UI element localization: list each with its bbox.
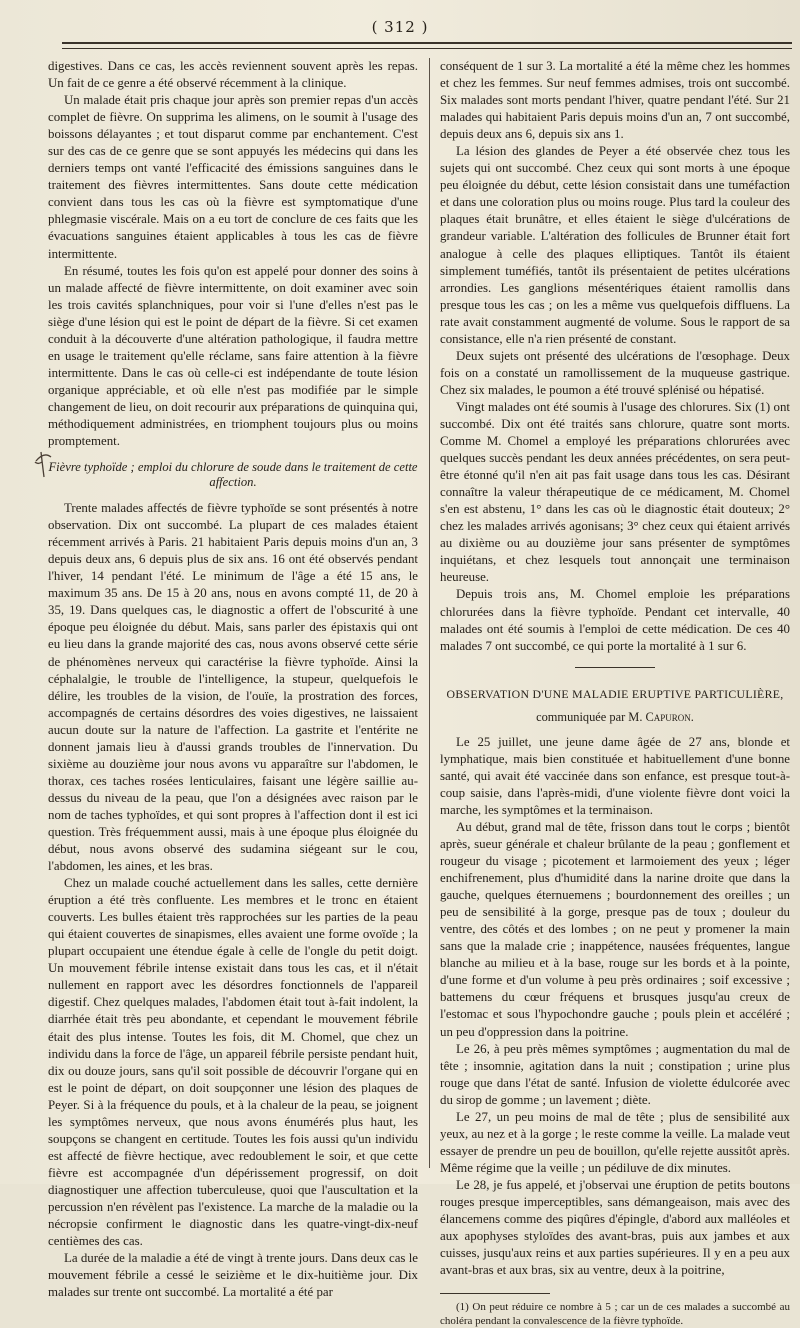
paragraph: conséquent de 1 sur 3. La mortalité a été la même chez les hommes et chez les femmes. Sur neuf femmes admises, trois ont succombé. Six malades sont morts pendant l'hiver, quatre pendant l'été. Sur 21 malades qui habitaient Paris depuis moins d'un an, 7 ont succombé, depuis deux ans 6, depuis six ans 1.: [440, 59, 790, 142]
header-rule: [62, 42, 792, 49]
paragraph: Le 26, à peu près mêmes symptômes ; augmentation du mal de tête ; insomnie, agitation dans la nuit ; constipation ; urine plus rouge que dans l'état de santé. Infusion de violette édulcorée avec du sirop de gomme ; un lavement ; diète.: [440, 1041, 790, 1107]
observation-subtitle-prefix: communiquée par M.: [536, 709, 643, 724]
paragraph: Trente malades affectés de fièvre typhoïde se sont présentés à notre observation. Dix ont succombé. La plupart de ces malades étaient récemment arrivés à Paris. 21 habitaient Paris depuis moins d'un an, 3 depuis deux ans, 6 depuis plus de six ans. 16 ont été observés pendant l'hiver, 14 pendant l'été. Le minimum de l'âge a été 15 ans, le maximum 35 ans. De 15 à 20 ans, nous en avons compté 11, de 20 à 35, 19. Dans quelques cas, le diagnostic a offert de l'obscurité à une époque peu éloignée du début. Mais, sans parler des épistaxis qui ont eu lieu dans la grande majorité des cas, nous avons observé cette série de phénomènes nerveux qui caractérise la fièvre typhoïde. Ainsi la céphalalgie, le trouble de l'intelligence, la stupeur, quelquefois le délire, les troubles de la vision, de l'ouïe, la prostration des forces, accompagnés de certains désordres des voies digestives, ne laissaient aucun doute sur la nature de l'affection. La gastrite et l'entérite ne donnent jamais lieu à d'aussi grands troubles de l'innervation. Du sixième au douzième jour nous avons vu apparaître sur l'abdomen, le thorax, ces taches rosées lenticulaires, faisant une légère saillie au-dessus du niveau de la peau, que l'on a désignées avec raison par le nom de taches typhoïdes, et qui sont propres à l'affection dont il est ici question. Très fréquemment aussi, mais à une époque plus éloignée du début, nous avons observé des sudamina siégeant sur le cou, l'abdomen, les aines, et les bras.: [48, 501, 418, 874]
page-number: ( 312 ): [371, 18, 429, 36]
section-title: Fièvre typhoïde ; emploi du chlorure de soude dans le traitement de cette affection.: [48, 460, 418, 490]
right-column: [440, 58, 790, 1328]
observation-subtitle: [440, 709, 790, 726]
column-divider: [429, 58, 430, 1168]
paragraph: Chez un malade couché actuellement dans les salles, cette dernière éruption a été très confluente. Les membres et le tronc en étaient couverts. Les bulles étaient très rapprochées sur les parties de la peau qui étaient couvertes de sinapismes, elles avaient une forme ovoïde ; la plupart occupaient une étendue égale à celle de l'ongle du petit doigt. Un mouvement fébrile intense existait dans tous les cas, et il n'était nullement en rapport avec les désordres fonctionnels de l'appareil digestif. Chez quelques malades, l'abdomen était tout à-fait indolent, la diarrhée était très peu abondante, et cependant le mouvement fébrile était des plus intense. Toutes les fois, dit M. Chomel, que chez un individu dans la force de l'âge, un appareil fébrile persiste pendant huit, dix ou douze jours, sans qu'il soit possible de découvrir l'organe qui en est le point de départ, on doit soupçonner une lésion des plaques de Peyer. Si à la fréquence du pouls, et à la chaleur de la peau, se joignent les symptômes nerveux, que nous avons énumérés plus haut, les soupçons se changent en certitude. Toutes les fois aussi qu'un individu est affecté de fièvre hectique, avec redoublement le soir, et que cette fièvre est accompagnée d'un dépérissement progressif, on doit diagnostiquer une affection tuberculeuse, quoi que l'auscultation et la percussion n'en révèlent pas l'existence. La marche de la maladie ou la nécropsie confirment le diagnostic dans les quatre-vingt-dix-neuf centièmes des cas.: [48, 876, 418, 1249]
author-name: Capuron.: [645, 709, 694, 724]
footnote: (1) On peut réduire ce nombre à 5 ; car un de ces malades a succombé au choléra pendant la convalescence de la fièvre typhoïde.: [440, 1301, 790, 1328]
paragraph: Deux sujets ont présenté des ulcérations de l'œsophage. Deux fois on a constaté un ramollissement de la muqueuse gastrique. Chez six malades, le poumon a été trouvé splénisé ou hépatisé.: [440, 348, 790, 397]
section-rule: [575, 667, 655, 668]
paragraph: Un malade était pris chaque jour après son premier repas d'un accès complet de fièvre. On supprima les alimens, on le soumit à l'usage des boissons délayantes ; et tout disparut comme par enchantement. C'est sur des cas de ce genre que se sont appuyés les médecins qui dans les derniers temps ont vanté l'efficacité des émissions sanguines dans le traitement des fièvres intermittentes. Sans doute cette médication convient dans tous les cas où la fièvre est symptomatique d'une phlegmasie viscérale. Mais on a eu tort de conclure de ces faits que les évacuations sanguines étaient applicables à tous les cas de fièvre intermittente.: [48, 93, 418, 261]
paragraph: Le 28, je fus appelé, et j'observai une éruption de petits boutons rouges presque imperceptibles, sans démangeaison, mais avec des élancemens comme des piqûres d'épingle, d'abord aux malléoles et aux apophyses styloïdes des avant-bras, puis aux jambes et aux cuisses, jusqu'aux reins et aux parties supérieures. Il y en a peu aux avant-bras et aux bras, six au ventre, deux à la poitrine,: [440, 1177, 790, 1278]
paragraph: La durée de la maladie a été de vingt à trente jours. Dans deux cas le mouvement fébrile a cessé le seizième et le dix-huitième jour. Dix malades sur trente ont succombé. La mortalité a été par: [48, 1251, 418, 1300]
paragraph: La lésion des glandes de Peyer a été observée chez tous les sujets qui ont succombé. Chez ceux qui sont morts à une époque peu éloignée du début, cette lésion consistait dans une tuméfaction et dans une coloration plus ou moins rouge. Plus tard la couleur des plaques était brunâtre, et elles étaient le siège d'ulcérations de grandeur variable. L'altération des follicules de Brunner était fort analogue à celle des plaques elliptiques. Tantôt ils étaient simplement tuméfiés, tantôt ils présentaient de petites ulcérations arrondies. Les ganglions mésentériques étaient ramollis dans presque tous les cas ; on les a même vus quelquefois diffluens. La rate avait constamment augmenté de volume. Sous le rapport de sa consistance, elle n'a rien présenté de constant.: [440, 144, 790, 346]
observation-title: OBSERVATION D'UNE MALADIE ERUPTIVE PARTICULIÈRE,: [446, 686, 784, 701]
paragraph: Vingt malades ont été soumis à l'usage des chlorures. Six (1) ont succombé. Dix ont été traités sans chlorure, quatre sont morts. Comme M. Chomel a employé les préparations chlorurées avec quelques succès pendant les deux années précédentes, on sera peut-être étonné qu'il n'en ait pas fait usage dans tous les cas. Désirant connaître la valeur thérapeutique de ce médicament, M. Chomel s'en est abstenu, 1° dans les cas où le diagnostic était douteux; 2° chez les malades arrivés agonisans; 3° chez ceux qui étaient arrivés au dixième ou au douzième jour sans présenter de symptômes inquiétans, et chez lesquels tout annonçait une terminaison heureuse.: [440, 399, 790, 585]
paragraph: Le 27, un peu moins de mal de tête ; plus de sensibilité aux yeux, au nez et à la gorge ; le reste comme la veille. La malade veut essayer de prendre un peu de bouillon, qu'elle rejette aussitôt après. Même régime que la veille ; un pédiluve de dix minutes.: [440, 1109, 790, 1175]
paragraph: digestives. Dans ce cas, les accès reviennent souvent après les repas. Un fait de ce genre a été observé récemment à la clinique.: [48, 59, 418, 91]
paragraph: Le 25 juillet, une jeune dame âgée de 27 ans, blonde et lymphatique, mais bien constituée et habituellement d'une bonne santé, qui avait été vaccinée dans son enfance, est presque tout-à-coup saisie, dans l'après-midi, d'une violente fièvre dont voici la marche, les symptômes et la terminaison.: [440, 734, 790, 817]
paragraph: Au début, grand mal de tête, frisson dans tout le corps ; bientôt après, sueur générale et chaleur brûlante de la peau ; gonflement et rougeur du visage ; picotement et larmoiement des yeux ; léger enchifrenement, plus d'humidité dans la narine droite que dans la gauche, quelques éternuemens ; bourdonnement des oreilles ; un peu de sensibilité à la gorge, presque pas de toux ; douleur du ventre, des côtés et des lombes ; on ne peut y promener la main sans que la malade crie ; inappétence, nausées fréquentes, langue blanche au milieu et à la base, rouge sur les bords et à la pointe, d'une forme et d'un volume à peu près ordinaires ; soif excessive ; battemens du cœur fréquens et brusques jusqu'au creux de l'estomac et sous l'hypochondre gauche ; pouls plein et accéléré ; un peu d'oppression dans la poitrine.: [440, 819, 790, 1039]
paragraph: En résumé, toutes les fois qu'on est appelé pour donner des soins à un malade affecté de fièvre intermittente, on doit examiner avec soin les trois cavités splanchniques, pour voir si l'une d'elles n'est pas le siège d'une lésion qui est le point de départ de la fièvre. Si cet examen conduit à la découverte d'une altération pathologique, il faudra mettre en usage le traitement qu'elle réclame, sans faire attention à la fièvre intermittente. Dans le cas où celle-ci est indépendante de toute lésion organique appréciable, et où elle n'est pas modifiée par le simple changement de lieu, on doit recourir aux préparations de quinquina qui, méthodiquement administrées, en triomphent toujours plus ou moins promptement.: [48, 263, 418, 449]
footnote-rule: [440, 1293, 550, 1294]
left-column: [48, 58, 418, 1300]
paragraph: Depuis trois ans, M. Chomel emploie les préparations chlorurées dans la fièvre typhoïde. Pendant cet intervalle, 40 malades ont été soumis à l'emploi de cette médication. De ces 40 malades 7 ont succombé, ce qui porte la mortalité à 1 sur 6.: [440, 587, 790, 653]
